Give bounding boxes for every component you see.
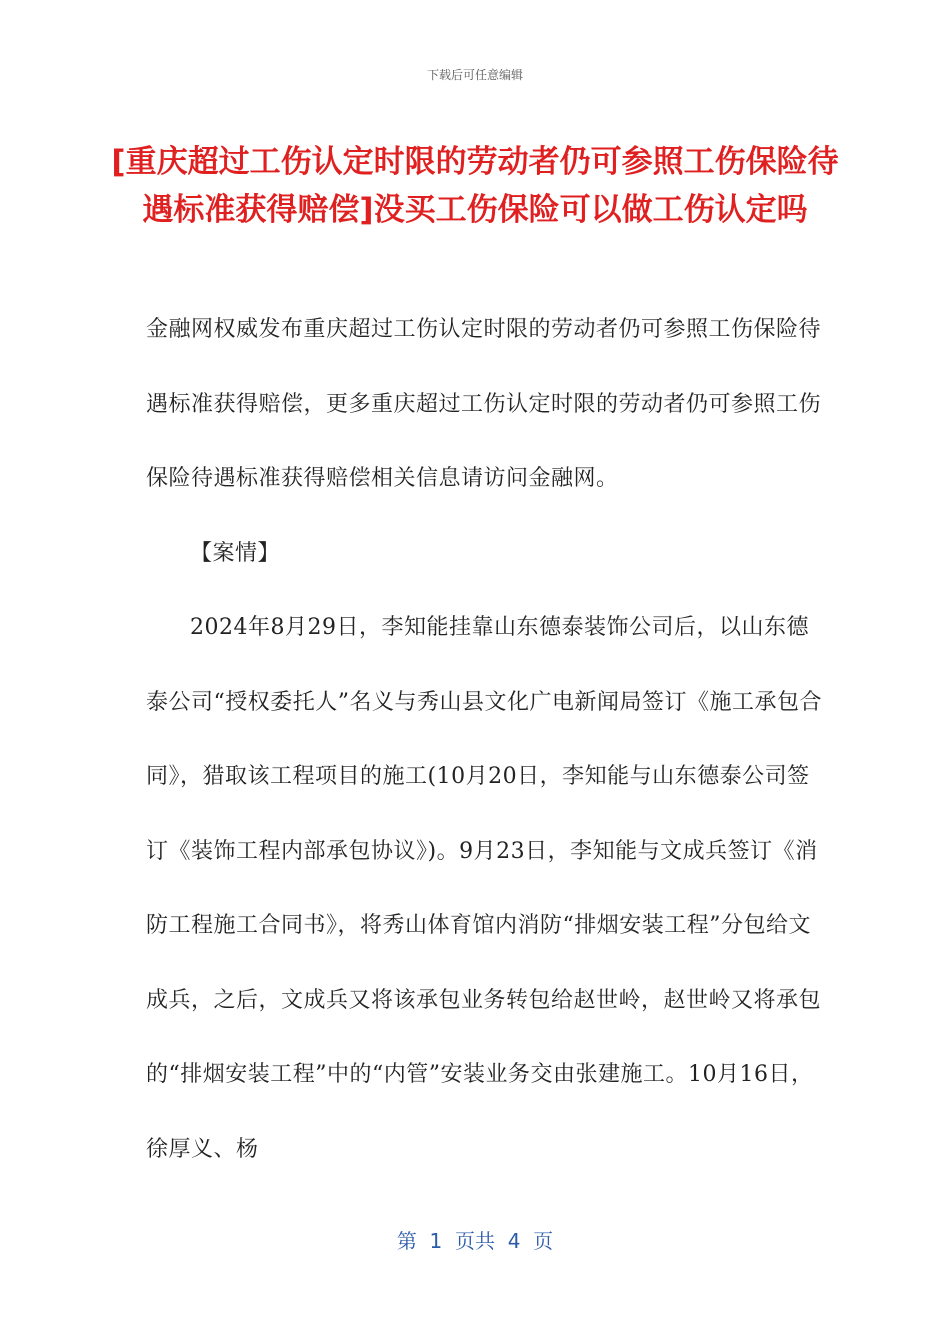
document-title: [重庆超过工伤认定时限的劳动者仍可参照工伤保险待遇标准获得赔偿]没买工伤保险可以做工伤认定吗 bbox=[111, 144, 839, 228]
document-body bbox=[146, 293, 826, 1187]
page-header-note: 下载后可任意编辑 bbox=[426, 68, 523, 82]
page-number-footer: 第 1 页共 4 页 bbox=[396, 1229, 554, 1253]
intro-paragraph: 金融网权威发布重庆超过工伤认定时限的劳动者仍可参照工伤保险待遇标准获得赔偿，更多重庆超过工伤认定时限的劳动者仍可参照工伤保险待遇标准获得赔偿相关信息请访问金融网。 bbox=[146, 317, 822, 491]
section-heading: 【案情】 bbox=[190, 540, 281, 566]
case-paragraph: 2024年8月29日，李知能挂靠山东德泰装饰公司后，以山东德泰公司“授权委托人”名义与秀山县文化广电新闻局签订《施工承包合同》，猎取该工程项目的施工(10月20日，李知能与山东德泰公司签订《装饰工程内部承包协议》)。9月23日，李知能与文成兵签订《消防工程施工合同书》，将秀山体育馆内消防“排烟安装工程”分包给文成兵，之后，文成兵又将该承包业务转包给赵世岭，赵世岭又将承包的“排烟安装工程”中的“内管”安装业务交由张建施工。10月16日，徐厚义、杨 bbox=[146, 615, 822, 1162]
